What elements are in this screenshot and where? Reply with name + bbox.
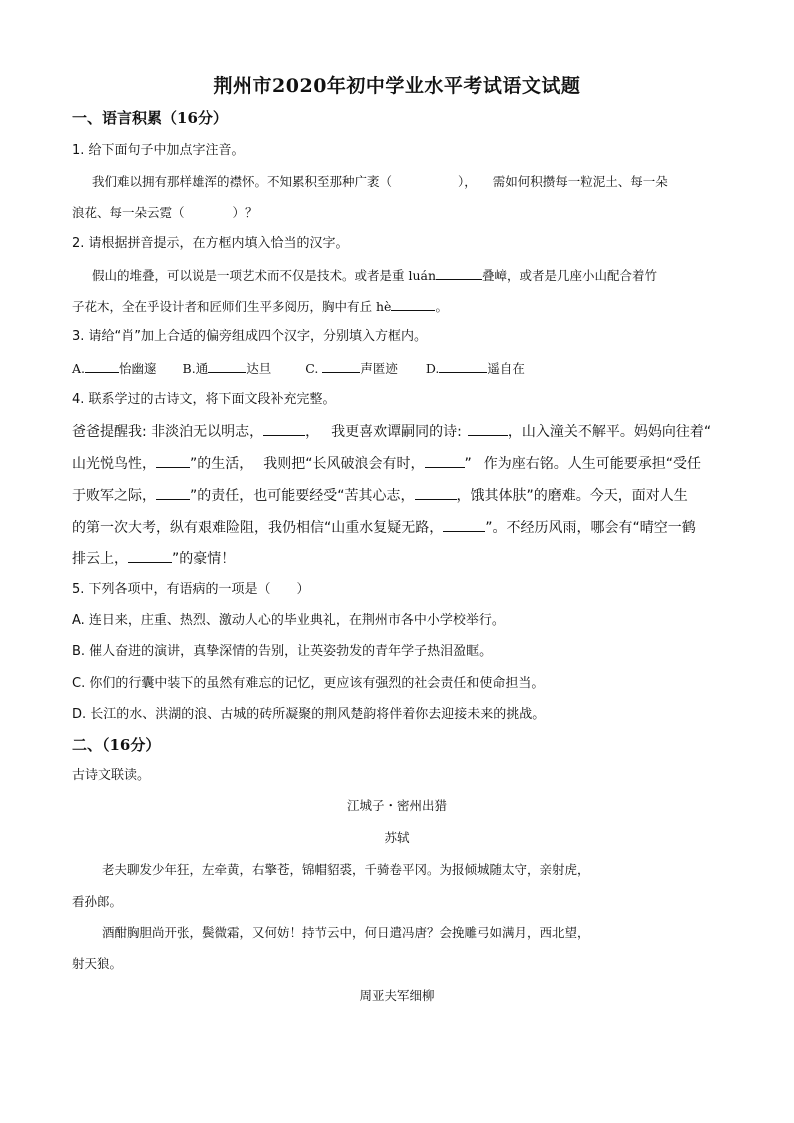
q3-option-b-label: B.通 [182,361,209,376]
q2-blank-2[interactable] [391,296,435,311]
q2-text-a: 假山的堆叠，可以说是一项艺术而不仅是技术。或者是重 luán [92,268,437,283]
q5-option-c[interactable]: C. 你们的行囊中装下的虽然有难忘的记忆，更应该有强烈的社会责任和使命担当。 [72,676,545,691]
q2-passage-line2 [72,296,448,317]
q4-text-2d: ” [464,456,472,472]
q4-blank-8[interactable] [128,548,172,563]
q2-text-c: 子花木，全在乎设计者和匠师们生平多阅历，胸中有丘 hè [72,299,392,314]
q3-blank-b[interactable] [208,358,246,373]
q4-text-5b: ”的豪情！ [172,551,236,567]
q5-option-a[interactable]: A. 连日来，庄重、热烈、激动人心的毕业典礼，在荆州市各中小学校举行。 [72,613,505,628]
q1-text-d: 浪花、每一朵云霓（ [72,205,185,220]
q3-blank-c[interactable] [322,358,360,373]
q4-text-5a: 排云上， [72,551,128,567]
q3-option-c-label: C. [305,361,319,376]
q4-blank-2[interactable] [468,421,508,436]
q4-paragraph-line3 [72,485,688,506]
poem-line-3: 酒酣胸胆尚开张，鬓微霜，又何妨！持节云中，何日遣冯唐？会挽雕弓如满月，西北望， [102,925,590,940]
q1-text-c: 需如何积攒每一粒泥土、每一朵 [492,174,668,189]
q4-paragraph-line1 [72,421,711,442]
section-2-heading: 二、（16分） [72,736,161,754]
q4-blank-6[interactable] [415,485,457,500]
q4-text-4a: 的第一次大考，纵有艰难险阻，我仍相信“山重水复疑无路， [72,520,444,536]
poem-line-4: 射天狼。 [72,956,123,971]
q1-stem: 1. 给下面句子中加点字注音。 [72,143,245,158]
q4-blank-3[interactable] [156,453,190,468]
q4-text-1d: ，山入潼关不解平。妈妈向往着“ [507,424,712,440]
q4-blank-4[interactable] [425,453,465,468]
q4-text-1b: ， [305,424,320,440]
q3-options [72,358,525,379]
q1-text-a: 我们难以拥有那样雄浑的襟怀。不知累积至那种广袤（ [92,174,393,189]
q4-blank-7[interactable] [443,517,485,532]
poem-title: 江城子・密州出猎 [346,798,447,813]
poem-author: 苏轼 [384,830,410,845]
q4-text-4b: ”。不经历风雨，哪会有“晴空一鹤 [485,520,696,536]
q3-blank-a[interactable] [85,358,119,373]
q4-text-3c: ，饿其体肤”的磨难。今天，面对人生 [456,488,688,504]
poem-line-1: 老夫聊发少年狂，左牵黄，右擎苍，锦帽貂裘，千骑卷平冈。为报倾城随太守，亲射虎， [102,862,590,877]
q4-text-2a: 山光悦鸟性， [72,456,156,472]
q5-option-b[interactable]: B. 催人奋进的演讲，真挚深情的告别，让英姿勃发的青年学子热泪盈眶。 [72,644,493,659]
section-1-heading: 一、语言积累（16分） [72,109,228,127]
q3-option-d-text: 遥自在 [487,361,525,376]
q5-option-d[interactable]: D. 长江的水、洪湖的浪、古城的砖所凝聚的荆风楚韵将伴着你去迎接未来的挑战。 [72,707,546,722]
page-title: 荆州市2020年初中学业水平考试语文试题 [213,75,581,97]
q1-passage-line1 [92,172,668,192]
section-2-intro: 古诗文联读。 [72,768,151,783]
q3-stem: 3. 请给“肖”加上合适的偏旁组成四个汉字，分别填入方框内。 [72,329,428,344]
q4-paragraph-line4 [72,517,696,538]
q2-text-d: 。 [435,299,448,314]
q4-text-1a: 爸爸提醒我: 非淡泊无以明志， [72,424,264,440]
q4-text-3b: ”的责任，也可能要经受“苦其心志， [190,488,415,504]
q2-stem: 2. 请根据拼音提示，在方框内填入恰当的汉字。 [72,236,349,251]
q4-text-3a: 于败军之际， [72,488,156,504]
q4-text-2e: 作为座右铭。人生可能要承担“受任 [483,456,702,472]
q2-blank-1[interactable] [436,265,482,280]
q4-stem: 4. 联系学过的古诗文，将下面文段补充完整。 [72,392,336,407]
q1-passage-line2 [72,203,258,223]
q4-paragraph-line5 [72,548,235,569]
q4-text-2b: ”的生活， [190,456,254,472]
q3-option-c-text: 声匿迹 [360,361,398,376]
q3-option-a-label: A. [72,361,86,376]
q3-blank-d[interactable] [439,358,487,373]
q2-passage-line1 [92,265,657,286]
next-text-title: 周亚夫军细柳 [359,988,435,1003]
q1-text-e: ）？ [232,205,258,220]
q4-blank-1[interactable] [263,421,305,436]
q3-option-a-text: 怡幽邃 [119,361,157,376]
poem-line-2: 看孙郎。 [72,894,123,909]
q1-text-b: ）， [458,174,477,189]
q5-stem: 5. 下列各项中，有语病的一项是（ ） [72,582,310,597]
q3-option-d-label: D. [425,361,440,376]
q4-paragraph-line2 [72,453,701,474]
q4-blank-5[interactable] [156,485,190,500]
q4-text-1c: 我更喜欢谭嗣同的诗: [331,424,462,440]
q3-option-b-text: 达旦 [246,361,272,376]
q4-text-2c: 我则把“长风破浪会有时， [263,456,425,472]
q2-text-b: 叠嶂，或者是几座小山配合着竹 [482,268,658,283]
